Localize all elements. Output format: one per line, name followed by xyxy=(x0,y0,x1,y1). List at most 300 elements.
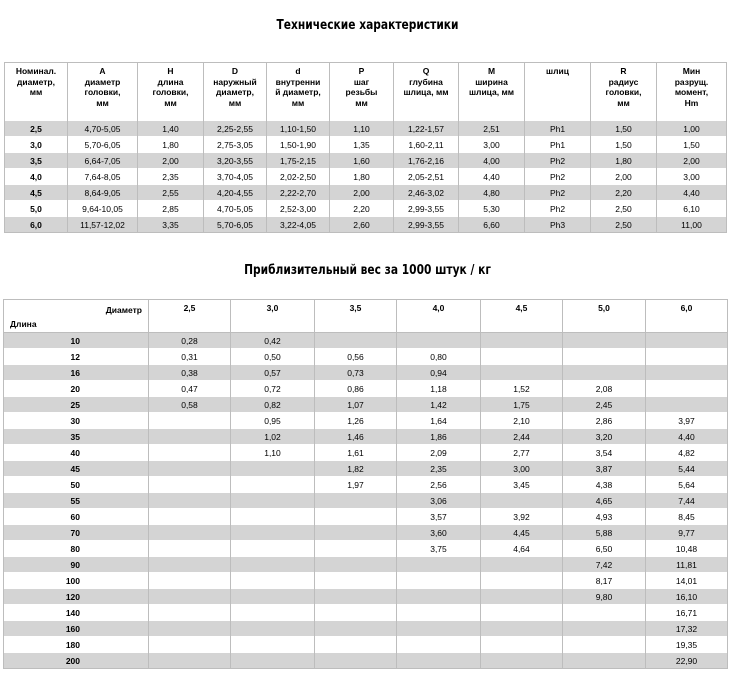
weight-cell xyxy=(149,445,231,461)
length-cell: 45 xyxy=(4,461,149,477)
length-cell: 10 xyxy=(4,333,149,349)
weight-cell xyxy=(231,493,315,509)
spec-cell: 5,70-6,05 xyxy=(204,217,267,233)
weight-cell: 4,82 xyxy=(646,445,728,461)
weight-cell xyxy=(563,333,646,349)
weight-cell xyxy=(231,541,315,557)
spec-cell: 3,35 xyxy=(138,217,204,233)
spec-cell: 4,70-5,05 xyxy=(204,201,267,217)
weight-cell xyxy=(481,589,563,605)
weight-cell: 0,72 xyxy=(231,381,315,397)
spec-cell: 1,00 xyxy=(657,121,727,137)
diameter-header-cell: 3,0 xyxy=(231,300,315,333)
weight-cell: 3,20 xyxy=(563,429,646,445)
weight-row xyxy=(4,573,728,589)
length-cell: 160 xyxy=(4,621,149,637)
weight-cell: 4,45 xyxy=(481,525,563,541)
spec-header-cell: H длина головки, мм xyxy=(138,63,204,121)
spec-cell: 3,20-3,55 xyxy=(204,153,267,169)
weight-cell: 11,81 xyxy=(646,557,728,573)
spec-cell: 4,0 xyxy=(5,169,68,185)
spec-cell: 1,80 xyxy=(138,137,204,153)
spec-cell: 2,00 xyxy=(657,153,727,169)
weight-cell: 7,42 xyxy=(563,557,646,573)
spec-cell: 1,60 xyxy=(330,153,394,169)
length-label: Длина xyxy=(10,319,37,329)
weight-cell xyxy=(563,605,646,621)
spec-cell: 5,0 xyxy=(5,201,68,217)
weight-row xyxy=(4,429,728,445)
weight-cell xyxy=(481,653,563,669)
weight-cell: 16,10 xyxy=(646,589,728,605)
weight-row xyxy=(4,445,728,461)
weight-cell: 2,10 xyxy=(481,413,563,429)
weight-cell: 3,97 xyxy=(646,413,728,429)
spec-row xyxy=(5,169,727,185)
weight-cell xyxy=(231,605,315,621)
weight-cell xyxy=(397,621,481,637)
weight-cell xyxy=(231,477,315,493)
weight-cell: 0,94 xyxy=(397,365,481,381)
spec-cell: 2,5 xyxy=(5,121,68,137)
weight-cell xyxy=(481,573,563,589)
spec-table xyxy=(4,62,727,233)
weight-cell: 2,45 xyxy=(563,397,646,413)
spec-header-cell: Мин разрущ. момент, Hm xyxy=(657,63,727,121)
weight-cell xyxy=(315,653,397,669)
weight-cell: 0,47 xyxy=(149,381,231,397)
weight-cell xyxy=(481,333,563,349)
weight-row xyxy=(4,477,728,493)
weight-cell: 5,64 xyxy=(646,477,728,493)
weight-cell: 3,75 xyxy=(397,541,481,557)
spec-cell: 1,75-2,15 xyxy=(267,153,330,169)
weight-row xyxy=(4,509,728,525)
weight-cell: 1,10 xyxy=(231,445,315,461)
weight-cell: 0,38 xyxy=(149,365,231,381)
weight-cell xyxy=(481,493,563,509)
weight-cell: 1,18 xyxy=(397,381,481,397)
diameter-header-cell: 4,5 xyxy=(481,300,563,333)
length-cell: 100 xyxy=(4,573,149,589)
weight-row xyxy=(4,589,728,605)
weight-cell xyxy=(231,557,315,573)
spec-header-cell: A диаметр головки, мм xyxy=(68,63,138,121)
weight-cell xyxy=(397,333,481,349)
weight-cell xyxy=(149,621,231,637)
weight-cell: 9,77 xyxy=(646,525,728,541)
spec-cell: Ph2 xyxy=(525,169,591,185)
weight-cell xyxy=(646,365,728,381)
weight-cell: 8,17 xyxy=(563,573,646,589)
weight-cell: 4,64 xyxy=(481,541,563,557)
weight-cell xyxy=(149,509,231,525)
spec-cell: 1,60-2,11 xyxy=(394,137,459,153)
weight-cell xyxy=(315,493,397,509)
weight-cell: 2,09 xyxy=(397,445,481,461)
weight-cell: 1,52 xyxy=(481,381,563,397)
spec-cell: Ph1 xyxy=(525,137,591,153)
spec-cell: 3,22-4,05 xyxy=(267,217,330,233)
weight-title: Приблизительный вес за 1000 штук / кг xyxy=(244,263,491,278)
diameter-header-cell: 3,5 xyxy=(315,300,397,333)
weight-cell: 1,07 xyxy=(315,397,397,413)
weight-cell: 8,45 xyxy=(646,509,728,525)
spec-cell: 2,99-3,55 xyxy=(394,201,459,217)
length-cell: 70 xyxy=(4,525,149,541)
weight-cell: 3,45 xyxy=(481,477,563,493)
weight-cell: 1,82 xyxy=(315,461,397,477)
weight-cell: 0,28 xyxy=(149,333,231,349)
length-cell: 180 xyxy=(4,637,149,653)
weight-cell xyxy=(315,605,397,621)
weight-cell: 0,42 xyxy=(231,333,315,349)
spec-cell: 3,5 xyxy=(5,153,68,169)
spec-cell: 2,50 xyxy=(591,217,657,233)
weight-cell xyxy=(231,653,315,669)
weight-cell xyxy=(481,621,563,637)
weight-cell: 1,64 xyxy=(397,413,481,429)
weight-cell: 4,65 xyxy=(563,493,646,509)
spec-cell: 2,00 xyxy=(330,185,394,201)
spec-cell: 3,0 xyxy=(5,137,68,153)
length-cell: 60 xyxy=(4,509,149,525)
weight-cell: 1,75 xyxy=(481,397,563,413)
spec-cell: 1,22-1,57 xyxy=(394,121,459,137)
diameter-label: Диаметр xyxy=(105,305,142,315)
weight-cell xyxy=(231,621,315,637)
weight-cell: 4,40 xyxy=(646,429,728,445)
weight-cell xyxy=(231,461,315,477)
length-cell: 35 xyxy=(4,429,149,445)
spec-cell: 2,50 xyxy=(591,201,657,217)
diameter-header-cell: 4,0 xyxy=(397,300,481,333)
weight-row xyxy=(4,621,728,637)
weight-cell: 0,95 xyxy=(231,413,315,429)
length-cell: 20 xyxy=(4,381,149,397)
weight-row xyxy=(4,365,728,381)
weight-cell: 2,77 xyxy=(481,445,563,461)
weight-cell xyxy=(397,557,481,573)
weight-row xyxy=(4,413,728,429)
spec-cell: 5,70-6,05 xyxy=(68,137,138,153)
spec-cell: 5,30 xyxy=(459,201,525,217)
spec-cell: 1,35 xyxy=(330,137,394,153)
weight-cell xyxy=(563,621,646,637)
weight-cell: 7,44 xyxy=(646,493,728,509)
weight-corner-cell xyxy=(4,300,149,333)
weight-cell xyxy=(563,365,646,381)
spec-cell: 6,10 xyxy=(657,201,727,217)
weight-cell xyxy=(149,637,231,653)
weight-cell xyxy=(646,333,728,349)
spec-cell: 11,57-12,02 xyxy=(68,217,138,233)
weight-cell xyxy=(231,637,315,653)
spec-cell: 2,46-3,02 xyxy=(394,185,459,201)
spec-cell: 1,50 xyxy=(657,137,727,153)
weight-cell xyxy=(231,589,315,605)
weight-row xyxy=(4,525,728,541)
spec-cell: 8,64-9,05 xyxy=(68,185,138,201)
length-cell: 12 xyxy=(4,349,149,365)
weight-cell xyxy=(149,541,231,557)
spec-header-cell: Номинал. диаметр, мм xyxy=(5,63,68,121)
weight-cell xyxy=(646,381,728,397)
length-cell: 50 xyxy=(4,477,149,493)
spec-row xyxy=(5,121,727,137)
spec-cell: 2,00 xyxy=(138,153,204,169)
spec-row xyxy=(5,153,727,169)
weight-cell: 9,80 xyxy=(563,589,646,605)
spec-cell: 2,52-3,00 xyxy=(267,201,330,217)
weight-cell xyxy=(315,637,397,653)
weight-cell xyxy=(481,365,563,381)
spec-cell: 2,20 xyxy=(591,185,657,201)
weight-cell xyxy=(315,333,397,349)
weight-header-row xyxy=(4,300,728,333)
spec-cell: 2,55 xyxy=(138,185,204,201)
weight-cell: 14,01 xyxy=(646,573,728,589)
spec-cell: Ph3 xyxy=(525,217,591,233)
weight-row xyxy=(4,653,728,669)
weight-cell xyxy=(149,413,231,429)
length-cell: 30 xyxy=(4,413,149,429)
length-cell: 120 xyxy=(4,589,149,605)
weight-cell: 5,88 xyxy=(563,525,646,541)
length-cell: 200 xyxy=(4,653,149,669)
spec-header-cell: d внутренни й диаметр, мм xyxy=(267,63,330,121)
weight-row xyxy=(4,381,728,397)
spec-cell: 9,64-10,05 xyxy=(68,201,138,217)
weight-cell xyxy=(563,637,646,653)
length-cell: 80 xyxy=(4,541,149,557)
spec-cell: 6,0 xyxy=(5,217,68,233)
weight-row xyxy=(4,541,728,557)
weight-row xyxy=(4,557,728,573)
spec-title: Технические характеристики xyxy=(276,18,459,33)
spec-row xyxy=(5,137,727,153)
weight-cell: 2,56 xyxy=(397,477,481,493)
weight-cell: 2,86 xyxy=(563,413,646,429)
spec-cell: 2,25-2,55 xyxy=(204,121,267,137)
weight-cell: 10,48 xyxy=(646,541,728,557)
weight-cell: 1,42 xyxy=(397,397,481,413)
weight-cell: 4,38 xyxy=(563,477,646,493)
weight-row xyxy=(4,637,728,653)
weight-row xyxy=(4,397,728,413)
diameter-header-cell: 6,0 xyxy=(646,300,728,333)
weight-cell xyxy=(397,637,481,653)
weight-cell xyxy=(481,637,563,653)
weight-cell: 0,82 xyxy=(231,397,315,413)
spec-cell: Ph2 xyxy=(525,201,591,217)
spec-cell: 1,10 xyxy=(330,121,394,137)
spec-cell: Ph2 xyxy=(525,185,591,201)
weight-cell: 3,57 xyxy=(397,509,481,525)
spec-cell: Ph1 xyxy=(525,121,591,137)
spec-cell: 2,02-2,50 xyxy=(267,169,330,185)
weight-row xyxy=(4,605,728,621)
weight-cell xyxy=(231,525,315,541)
weight-cell: 19,35 xyxy=(646,637,728,653)
weight-cell xyxy=(397,589,481,605)
weight-cell xyxy=(149,653,231,669)
weight-cell: 1,02 xyxy=(231,429,315,445)
spec-cell: 2,75-3,05 xyxy=(204,137,267,153)
weight-cell xyxy=(315,525,397,541)
spec-cell: Ph2 xyxy=(525,153,591,169)
spec-cell: 2,35 xyxy=(138,169,204,185)
length-cell: 55 xyxy=(4,493,149,509)
weight-cell xyxy=(315,509,397,525)
spec-row xyxy=(5,185,727,201)
spec-header-row xyxy=(5,63,727,121)
spec-row xyxy=(5,201,727,217)
spec-cell: 6,60 xyxy=(459,217,525,233)
spec-cell: 2,51 xyxy=(459,121,525,137)
spec-cell: 4,80 xyxy=(459,185,525,201)
weight-cell xyxy=(149,605,231,621)
weight-cell xyxy=(149,557,231,573)
spec-row xyxy=(5,217,727,233)
length-cell: 40 xyxy=(4,445,149,461)
weight-cell: 0,56 xyxy=(315,349,397,365)
spec-cell: 7,64-8,05 xyxy=(68,169,138,185)
spec-cell: 1,80 xyxy=(330,169,394,185)
weight-cell: 0,86 xyxy=(315,381,397,397)
length-cell: 25 xyxy=(4,397,149,413)
weight-cell: 0,50 xyxy=(231,349,315,365)
weight-cell: 1,61 xyxy=(315,445,397,461)
weight-cell: 0,57 xyxy=(231,365,315,381)
weight-cell: 3,00 xyxy=(481,461,563,477)
weight-cell xyxy=(397,605,481,621)
spec-cell: 1,50 xyxy=(591,137,657,153)
weight-row xyxy=(4,461,728,477)
diameter-header-cell: 5,0 xyxy=(563,300,646,333)
weight-cell: 1,86 xyxy=(397,429,481,445)
weight-cell xyxy=(646,349,728,365)
weight-cell xyxy=(231,509,315,525)
weight-row xyxy=(4,333,728,349)
spec-cell: 1,40 xyxy=(138,121,204,137)
spec-header-cell: Q глубина шлица, мм xyxy=(394,63,459,121)
weight-cell xyxy=(481,557,563,573)
weight-cell xyxy=(231,573,315,589)
weight-cell xyxy=(315,541,397,557)
diameter-header-cell: 2,5 xyxy=(149,300,231,333)
spec-cell: 4,5 xyxy=(5,185,68,201)
spec-header-cell: D наружный диаметр, мм xyxy=(204,63,267,121)
spec-cell: 2,99-3,55 xyxy=(394,217,459,233)
weight-cell: 1,46 xyxy=(315,429,397,445)
spec-cell: 1,10-1,50 xyxy=(267,121,330,137)
weight-cell xyxy=(149,477,231,493)
weight-cell: 6,50 xyxy=(563,541,646,557)
weight-cell xyxy=(149,461,231,477)
spec-cell: 4,00 xyxy=(459,153,525,169)
weight-cell xyxy=(563,349,646,365)
weight-cell xyxy=(149,429,231,445)
weight-cell: 0,31 xyxy=(149,349,231,365)
spec-header-cell: M ширина шлица, мм xyxy=(459,63,525,121)
weight-cell: 2,44 xyxy=(481,429,563,445)
weight-cell xyxy=(315,589,397,605)
weight-cell: 2,08 xyxy=(563,381,646,397)
spec-header-cell: P шаг резьбы мм xyxy=(330,63,394,121)
weight-cell xyxy=(646,397,728,413)
weight-cell xyxy=(315,621,397,637)
spec-cell: 4,20-4,55 xyxy=(204,185,267,201)
length-cell: 140 xyxy=(4,605,149,621)
spec-cell: 1,50-1,90 xyxy=(267,137,330,153)
spec-cell: 2,05-2,51 xyxy=(394,169,459,185)
weight-cell xyxy=(481,349,563,365)
spec-cell: 2,85 xyxy=(138,201,204,217)
weight-cell xyxy=(563,653,646,669)
spec-cell: 1,80 xyxy=(591,153,657,169)
spec-header-cell: шлиц xyxy=(525,63,591,121)
weight-cell: 2,35 xyxy=(397,461,481,477)
spec-cell: 11,00 xyxy=(657,217,727,233)
weight-cell: 17,32 xyxy=(646,621,728,637)
length-cell: 90 xyxy=(4,557,149,573)
spec-cell: 4,70-5,05 xyxy=(68,121,138,137)
weight-cell xyxy=(149,525,231,541)
spec-cell: 2,20 xyxy=(330,201,394,217)
spec-cell: 3,00 xyxy=(459,137,525,153)
weight-cell: 0,58 xyxy=(149,397,231,413)
weight-row xyxy=(4,493,728,509)
weight-cell xyxy=(315,557,397,573)
weight-cell: 3,06 xyxy=(397,493,481,509)
weight-cell xyxy=(397,573,481,589)
spec-cell: 2,00 xyxy=(591,169,657,185)
spec-cell: 1,50 xyxy=(591,121,657,137)
weight-cell: 0,80 xyxy=(397,349,481,365)
spec-cell: 2,22-2,70 xyxy=(267,185,330,201)
weight-cell: 3,60 xyxy=(397,525,481,541)
weight-cell xyxy=(397,653,481,669)
weight-cell xyxy=(149,573,231,589)
spec-cell: 2,60 xyxy=(330,217,394,233)
weight-cell: 16,71 xyxy=(646,605,728,621)
spec-cell: 3,70-4,05 xyxy=(204,169,267,185)
weight-row xyxy=(4,349,728,365)
spec-cell: 3,00 xyxy=(657,169,727,185)
weight-cell: 4,93 xyxy=(563,509,646,525)
weight-cell xyxy=(481,605,563,621)
spec-header-cell: R радиус головки, мм xyxy=(591,63,657,121)
weight-cell: 3,54 xyxy=(563,445,646,461)
weight-cell: 5,44 xyxy=(646,461,728,477)
spec-cell: 4,40 xyxy=(459,169,525,185)
weight-cell xyxy=(315,573,397,589)
weight-table xyxy=(3,299,728,669)
weight-cell: 1,26 xyxy=(315,413,397,429)
weight-cell xyxy=(149,493,231,509)
length-cell: 16 xyxy=(4,365,149,381)
spec-cell: 6,64-7,05 xyxy=(68,153,138,169)
weight-cell: 1,97 xyxy=(315,477,397,493)
weight-cell: 0,73 xyxy=(315,365,397,381)
spec-cell: 4,40 xyxy=(657,185,727,201)
weight-cell: 3,92 xyxy=(481,509,563,525)
weight-cell: 3,87 xyxy=(563,461,646,477)
spec-cell: 1,76-2,16 xyxy=(394,153,459,169)
weight-cell: 22,90 xyxy=(646,653,728,669)
weight-cell xyxy=(149,589,231,605)
